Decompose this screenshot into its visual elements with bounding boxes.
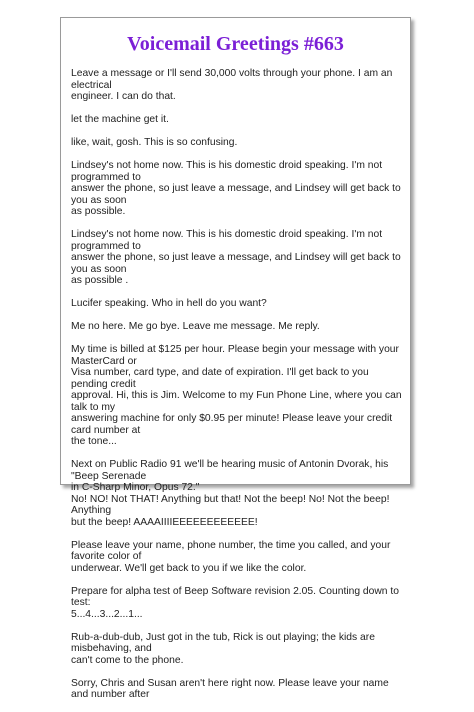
- greeting-paragraph: Lindsey's not home now. This is his domestic droid speaking. I'm not programmed to answer the phone, so just leave a message, and Lindsey will get back to you as soon as possible .: [71, 229, 401, 286]
- greeting-paragraph: Prepare for alpha test of Beep Software revision 2.05. Counting down to test: 5...4...3...2...1...: [71, 585, 399, 620]
- greetings-list: [71, 68, 407, 712]
- greeting-paragraph: Sorry, Chris and Susan aren't here right now. Please leave your name and number after: [71, 677, 389, 700]
- greeting-paragraph: Lucifer speaking. Who in hell do you want?: [71, 298, 267, 309]
- greeting-paragraph: Leave a message or I'll send 30,000 volts through your phone. I am an electrical engineer. I can do that.: [71, 68, 393, 102]
- greeting-paragraph: Please leave your name, phone number, the time you called, and your favorite color of underwear. We'll get back to you if we like the color.: [71, 539, 391, 574]
- greeting-paragraph: Rub-a-dub-dub, Just got in the tub, Rick is out playing; the kids are misbehaving, and can't come to the phone.: [71, 631, 375, 666]
- page-title: Voicemail Greetings #663: [127, 33, 344, 55]
- greeting-paragraph: let the machine get it.: [71, 114, 169, 125]
- document-page: [60, 17, 411, 700]
- greeting-paragraph: like, wait, gosh. This is so confusing.: [71, 137, 238, 148]
- greeting-paragraph: Next on Public Radio 91 we'll be hearing music of Antonin Dvorak, his "Beep Serenade in C-Sharp Minor, Opus 72." No! NO! Not THAT! Anything but that! Not the beep! No! Not the beep! Anything but the beep! AAAAIIIIEEEEEEEEEEEE!: [71, 459, 390, 528]
- greeting-paragraph: My time is billed at $125 per hour. Please begin your message with your MasterCard or Visa number, card type, and date of expiration. I'll get back to you pending credit approval. Hi, this is Jim. Welcome to my Fun Phone Line, where you can talk to my answering machine for only $0.95 per minute! Please leave your credit card number at the tone...: [71, 344, 402, 447]
- greeting-paragraph: Lindsey's not home now. This is his domestic droid speaking. I'm not programmed to answer the phone, so just leave a message, and Lindsey will get back to you as soon as possible.: [71, 160, 401, 217]
- greeting-paragraph: Me no here. Me go bye. Leave me message. Me reply.: [71, 321, 320, 332]
